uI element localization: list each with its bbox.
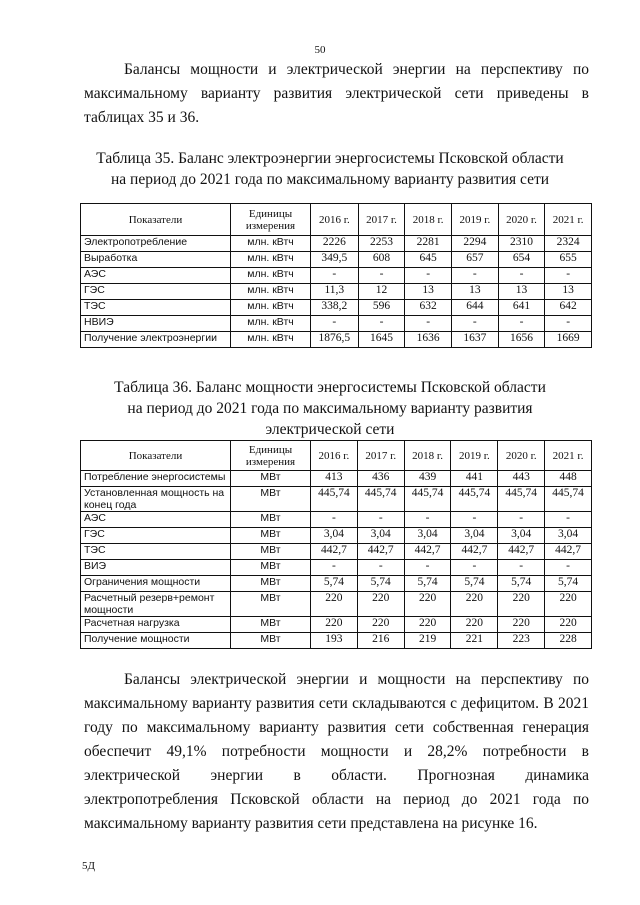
table36-value-cell: 439 [404, 471, 451, 487]
table36-row-name: ТЭС [81, 544, 231, 560]
table36-value-cell: 5,74 [498, 576, 545, 592]
table36-body [81, 471, 592, 649]
table35-value-cell: 1637 [452, 332, 499, 348]
table35-row [81, 268, 592, 284]
table36-row-unit: МВт [231, 560, 311, 576]
table35-value-cell: 632 [405, 300, 452, 316]
table36-row [81, 560, 592, 576]
table36-value-cell: 220 [498, 617, 545, 633]
table36-row [81, 528, 592, 544]
table36-value-cell: 445,74 [451, 487, 498, 512]
table35-value-cell: - [358, 268, 405, 284]
table35-header-row [81, 204, 592, 236]
table36-value-cell: 223 [498, 633, 545, 649]
table36-value-cell: - [404, 560, 451, 576]
table36 [80, 440, 592, 649]
table35-row-unit: млн. кВтч [231, 332, 311, 348]
table35-value-cell: - [452, 268, 499, 284]
table35-caption-line2: на период до 2021 года по максимальному варианту развития сети [110, 171, 550, 188]
table35 [80, 203, 592, 348]
page-number: 50 [314, 44, 326, 56]
table35-value-cell: - [498, 268, 545, 284]
table36-row-name: Расчетная нагрузка [81, 617, 231, 633]
table36-value-cell: - [545, 560, 592, 576]
table36-value-cell: - [311, 560, 358, 576]
table36-value-cell: 3,04 [451, 528, 498, 544]
table35-value-cell: 644 [452, 300, 499, 316]
table35-value-cell: - [545, 316, 592, 332]
table35-value-cell: 13 [545, 284, 592, 300]
table36-row-name: Потребление энергосистемы [81, 471, 231, 487]
table36-value-cell: - [404, 512, 451, 528]
table36-row-unit: МВт [231, 633, 311, 649]
table35-value-cell: - [452, 316, 499, 332]
table35-value-cell: - [545, 268, 592, 284]
table36-row-unit: МВт [231, 544, 311, 560]
table35-row-name: НВИЭ [81, 316, 231, 332]
table35-row-name: Электропотребление [81, 236, 231, 252]
table36-value-cell: 216 [357, 633, 404, 649]
table36-value-cell: 445,74 [404, 487, 451, 512]
table35-value-cell: 1669 [545, 332, 592, 348]
table36-row-name: Ограничения мощности [81, 576, 231, 592]
table35-value-cell: 2253 [358, 236, 405, 252]
table35-header-cell: 2017 г. [358, 204, 405, 236]
table36-value-cell: 442,7 [545, 544, 592, 560]
table36-value-cell: 5,74 [404, 576, 451, 592]
table36-value-cell: 220 [498, 592, 545, 617]
table36-header-row [81, 441, 592, 471]
table36-value-cell: 3,04 [404, 528, 451, 544]
table36-row-unit: МВт [231, 617, 311, 633]
table36-value-cell: 413 [311, 471, 358, 487]
table35-header-cell: 2018 г. [405, 204, 452, 236]
table35-row [81, 252, 592, 268]
table36-row [81, 592, 592, 617]
table36-row-unit: МВт [231, 512, 311, 528]
table36-row [81, 487, 592, 512]
table35-value-cell: 1645 [358, 332, 405, 348]
table35-value-cell: 641 [498, 300, 545, 316]
intro-paragraph: Балансы мощности и электрической энергии на перспективу по максимальному варианту развития электрической сети приведены в таблицах 35 и 36. [84, 61, 589, 126]
table36-value-cell: 445,74 [498, 487, 545, 512]
table35-row-name: ГЭС [81, 284, 231, 300]
table35-value-cell: 1656 [498, 332, 545, 348]
table35-value-cell: 596 [358, 300, 405, 316]
table36-caption-line1: Таблица 36. Баланс мощности энергосистемы Псковской области [114, 379, 546, 396]
table35-header-cell: Единицы измерения [231, 204, 311, 236]
table35-header-cell: 2016 г. [311, 204, 359, 236]
table35-row-name: ТЭС [81, 300, 231, 316]
table36-caption-line3: электрической сети [265, 421, 395, 438]
table35-value-cell: 13 [452, 284, 499, 300]
table35-value-cell: - [358, 316, 405, 332]
table36-header-cell: 2019 г. [451, 441, 498, 471]
table36-value-cell: 442,7 [404, 544, 451, 560]
table35-caption [60, 148, 600, 190]
table36-row-unit: МВт [231, 528, 311, 544]
table36-caption [60, 377, 600, 440]
table36-value-cell: 5,74 [311, 576, 358, 592]
table35-row-unit: млн. кВтч [231, 236, 311, 252]
table36-value-cell: 441 [451, 471, 498, 487]
table36-row [81, 633, 592, 649]
table35-value-cell: 657 [452, 252, 499, 268]
table35-value-cell: 608 [358, 252, 405, 268]
table35-header-cell: 2020 г. [498, 204, 545, 236]
table36-value-cell: 3,04 [498, 528, 545, 544]
table36-value-cell: 442,7 [498, 544, 545, 560]
table35-value-cell: 12 [358, 284, 405, 300]
table35-value-cell: - [405, 268, 452, 284]
table35-body [81, 236, 592, 348]
conclusion-paragraph: Балансы электрической энергии и мощности на перспективу по максимальному варианту развития сети складываются с дефицитом. В 2021 году по максимальному варианту развития сети собственная генерация обеспечит 49,1% потребности мощности и 28,2% потребности в электрической энергии в области. Прогнозная динамика электропотребления Псковской области на период до 2021 года по максимальному варианту развития сети представлена на рисунке 16. [84, 671, 589, 832]
table36-caption-line2: на период до 2021 года по максимальному варианту развития [127, 400, 533, 417]
table36-row-name: Установленная мощность на конец года [81, 487, 231, 512]
table36-value-cell: 445,74 [357, 487, 404, 512]
table36-value-cell: 220 [404, 617, 451, 633]
table35-row-unit: млн. кВтч [231, 300, 311, 316]
table36-value-cell: 220 [404, 592, 451, 617]
table36-value-cell: - [545, 512, 592, 528]
table36-row [81, 471, 592, 487]
table36-value-cell: 220 [545, 617, 592, 633]
table35-row [81, 236, 592, 252]
table35-value-cell: 2310 [498, 236, 545, 252]
table35-value-cell: 654 [498, 252, 545, 268]
table36-value-cell: 3,04 [357, 528, 404, 544]
table35-row-unit: млн. кВтч [231, 252, 311, 268]
table35-value-cell: 13 [405, 284, 452, 300]
table35-value-cell: - [311, 268, 359, 284]
table36-value-cell: - [357, 512, 404, 528]
table35-value-cell: 11,3 [311, 284, 359, 300]
table36-header-cell: 2021 г. [545, 441, 592, 471]
table36-value-cell: - [357, 560, 404, 576]
table36-value-cell: 3,04 [311, 528, 358, 544]
table36-value-cell: 220 [311, 617, 358, 633]
table36-value-cell: 219 [404, 633, 451, 649]
table36-row [81, 544, 592, 560]
table36-value-cell: - [451, 512, 498, 528]
table36-row-name: ВИЭ [81, 560, 231, 576]
table36-value-cell: - [498, 512, 545, 528]
table36-value-cell: 445,74 [311, 487, 358, 512]
table35-row-name: Выработка [81, 252, 231, 268]
table36-value-cell: 442,7 [357, 544, 404, 560]
table36-header-cell: 2017 г. [357, 441, 404, 471]
table35-row-name: АЭС [81, 268, 231, 284]
table36-value-cell: 445,74 [545, 487, 592, 512]
table35-value-cell: 2226 [311, 236, 359, 252]
table36-value-cell: 228 [545, 633, 592, 649]
table36-value-cell: 193 [311, 633, 358, 649]
table36-header-cell: 2018 г. [404, 441, 451, 471]
table35-value-cell: 2281 [405, 236, 452, 252]
table36-value-cell: 5,74 [545, 576, 592, 592]
table35-row [81, 332, 592, 348]
table36-row-unit: МВт [231, 592, 311, 617]
table36-value-cell: 448 [545, 471, 592, 487]
table36-value-cell: 442,7 [311, 544, 358, 560]
table35-value-cell: 655 [545, 252, 592, 268]
table36-value-cell: 5,74 [451, 576, 498, 592]
table36-value-cell: 220 [357, 617, 404, 633]
table36-header-cell: Единицы измерения [231, 441, 311, 471]
table36-row-unit: МВт [231, 471, 311, 487]
table35-value-cell: - [405, 316, 452, 332]
table36-row [81, 576, 592, 592]
table36-row-name: Получение мощности [81, 633, 231, 649]
table36-row-name: Расчетный резерв+ремонт мощности [81, 592, 231, 617]
table36-value-cell: 3,04 [545, 528, 592, 544]
table35-value-cell: - [311, 316, 359, 332]
table36-row-name: АЭС [81, 512, 231, 528]
table36-value-cell: 220 [545, 592, 592, 617]
table36-header-cell: 2016 г. [311, 441, 358, 471]
table35-row [81, 284, 592, 300]
table35-row-unit: млн. кВтч [231, 268, 311, 284]
table35-value-cell: 338,2 [311, 300, 359, 316]
table35-value-cell: 2294 [452, 236, 499, 252]
table35-row [81, 316, 592, 332]
table35-row [81, 300, 592, 316]
table35-value-cell: - [498, 316, 545, 332]
table36-value-cell: 220 [451, 592, 498, 617]
table36-value-cell: 436 [357, 471, 404, 487]
table35-value-cell: 1876,5 [311, 332, 359, 348]
table35-value-cell: 349,5 [311, 252, 359, 268]
table35-header-cell: 2021 г. [545, 204, 592, 236]
table36-header-cell: Показатели [81, 441, 231, 471]
table36-value-cell: 5,74 [357, 576, 404, 592]
table35-value-cell: 1636 [405, 332, 452, 348]
footer-mark: 5Д [82, 860, 96, 872]
table36-header-cell: 2020 г. [498, 441, 545, 471]
table35-header-cell: 2019 г. [452, 204, 499, 236]
table36-value-cell: 443 [498, 471, 545, 487]
table36-value-cell: 220 [451, 617, 498, 633]
table35-value-cell: 645 [405, 252, 452, 268]
table35-value-cell: 642 [545, 300, 592, 316]
table36-value-cell: 220 [311, 592, 358, 617]
table36-row-name: ГЭС [81, 528, 231, 544]
table35-caption-line1: Таблица 35. Баланс электроэнергии энергосистемы Псковской области [96, 150, 564, 167]
table35-row-unit: млн. кВтч [231, 316, 311, 332]
table36-value-cell: - [498, 560, 545, 576]
table36-value-cell: - [311, 512, 358, 528]
table36-value-cell: 442,7 [451, 544, 498, 560]
table36-row [81, 617, 592, 633]
table36-row-unit: МВт [231, 487, 311, 512]
table36-value-cell: - [451, 560, 498, 576]
table36-row-unit: МВт [231, 576, 311, 592]
table35-row-unit: млн. кВтч [231, 284, 311, 300]
table35-row-name: Получение электроэнергии [81, 332, 231, 348]
table36-value-cell: 221 [451, 633, 498, 649]
table35-value-cell: 13 [498, 284, 545, 300]
table36-row [81, 512, 592, 528]
table35-value-cell: 2324 [545, 236, 592, 252]
table35-header-cell: Показатели [81, 204, 231, 236]
table36-value-cell: 220 [357, 592, 404, 617]
